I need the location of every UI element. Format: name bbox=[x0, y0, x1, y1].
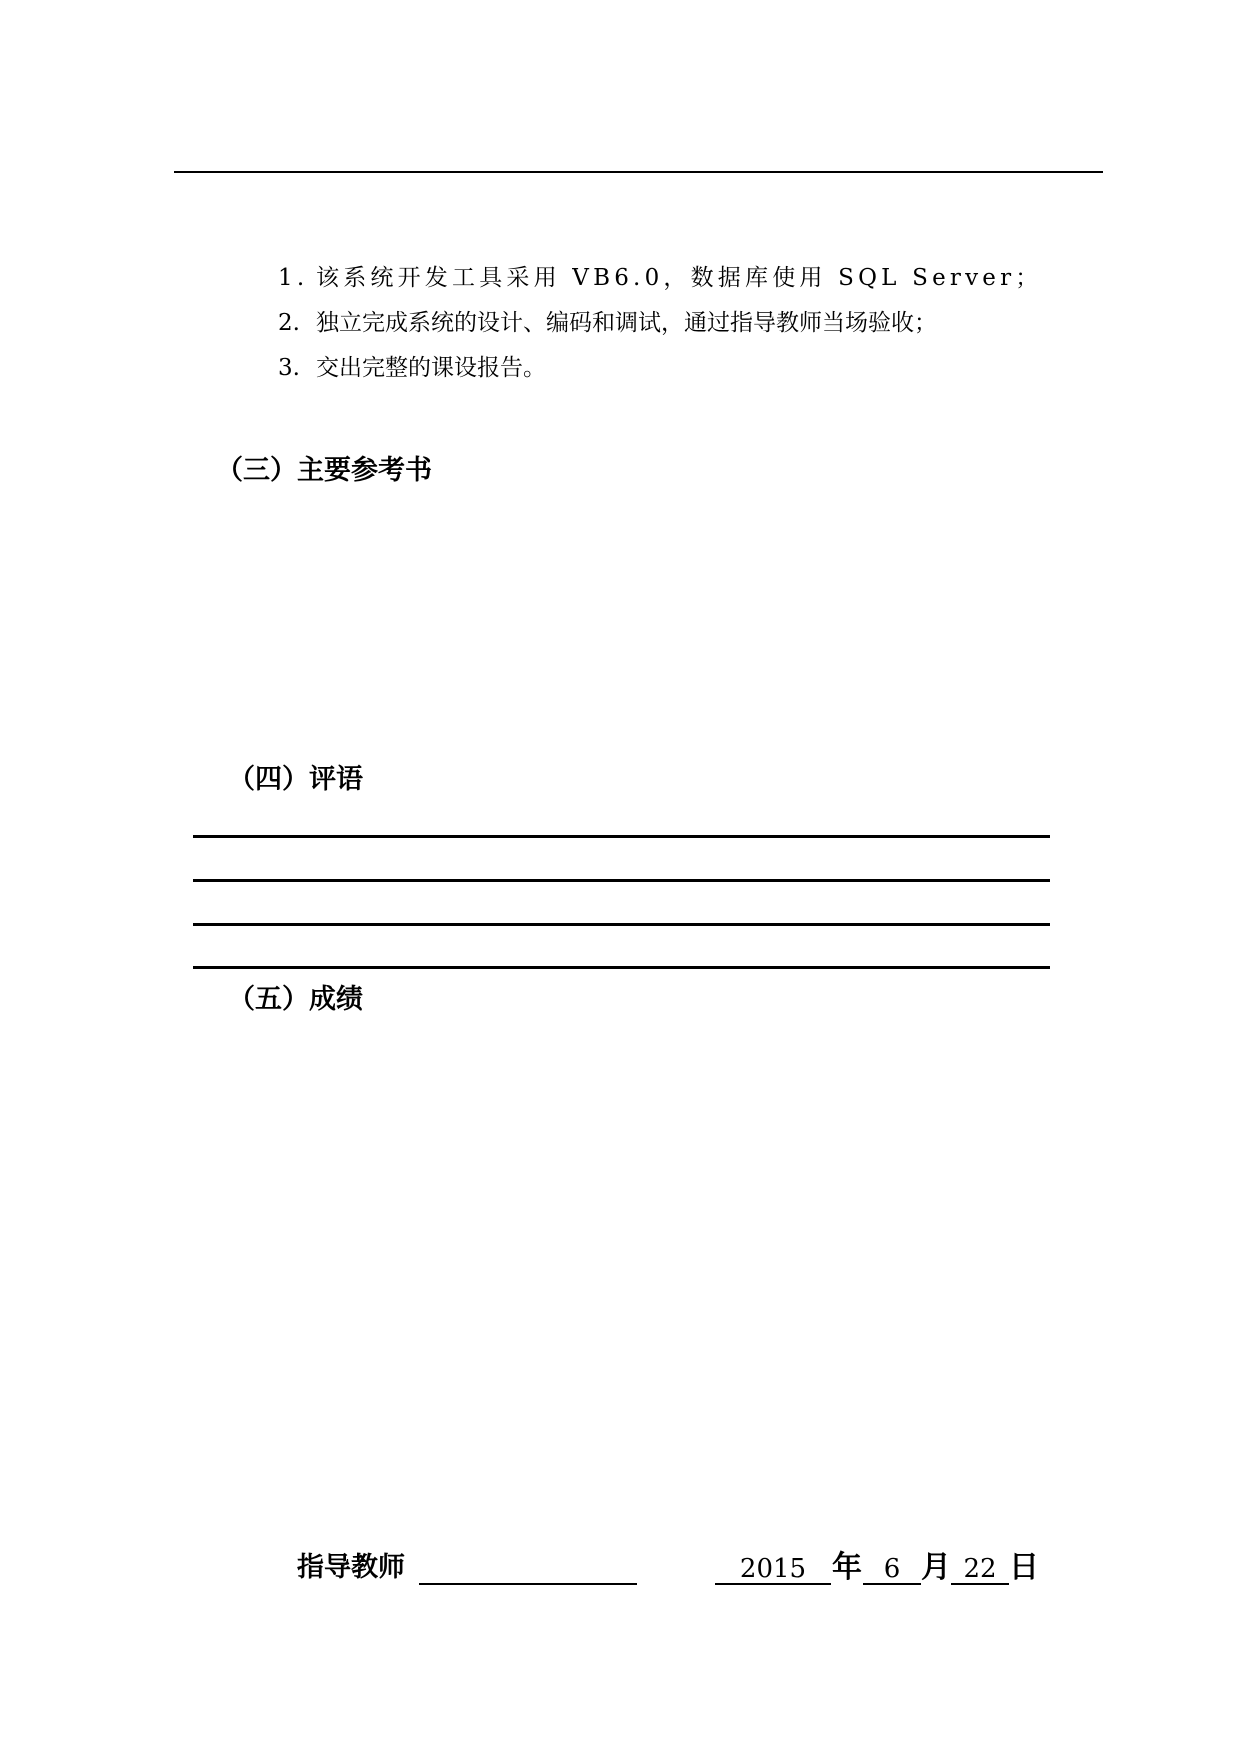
requirement-number: 1. bbox=[278, 265, 309, 291]
date-month: 6 bbox=[883, 1554, 901, 1584]
requirement-number: 2. bbox=[278, 310, 300, 336]
comment-line[interactable] bbox=[193, 879, 1050, 882]
date-month-unit: 月 bbox=[921, 1550, 951, 1585]
requirement-text: 该系统开发工具采用 VB6.0，数据库使用 SQL Server； bbox=[316, 265, 1043, 291]
header-rule bbox=[174, 171, 1103, 173]
date-day-unit: 日 bbox=[1009, 1550, 1039, 1585]
requirement-item bbox=[278, 256, 1042, 301]
signature-line[interactable] bbox=[419, 1583, 637, 1585]
comment-line[interactable] bbox=[193, 923, 1050, 926]
requirement-item bbox=[278, 301, 1042, 346]
comments-heading: （四）评语 bbox=[228, 764, 363, 795]
requirement-text: 交出完整的课设报告。 bbox=[316, 355, 546, 381]
date-year: 2015 bbox=[739, 1554, 807, 1584]
requirement-number: 3. bbox=[278, 355, 300, 381]
signature-label: 指导教师 bbox=[297, 1552, 405, 1583]
date-year-unit: 年 bbox=[832, 1550, 862, 1585]
comment-line[interactable] bbox=[193, 966, 1050, 969]
references-heading: （三）主要参考书 bbox=[216, 455, 432, 486]
grade-heading: （五）成绩 bbox=[228, 984, 363, 1015]
requirements-list bbox=[278, 256, 1042, 391]
comment-line[interactable] bbox=[193, 835, 1050, 838]
requirement-text: 独立完成系统的设计、编码和调试，通过指导教师当场验收； bbox=[316, 310, 937, 336]
requirement-item bbox=[278, 346, 1042, 391]
date-day: 22 bbox=[963, 1554, 997, 1584]
